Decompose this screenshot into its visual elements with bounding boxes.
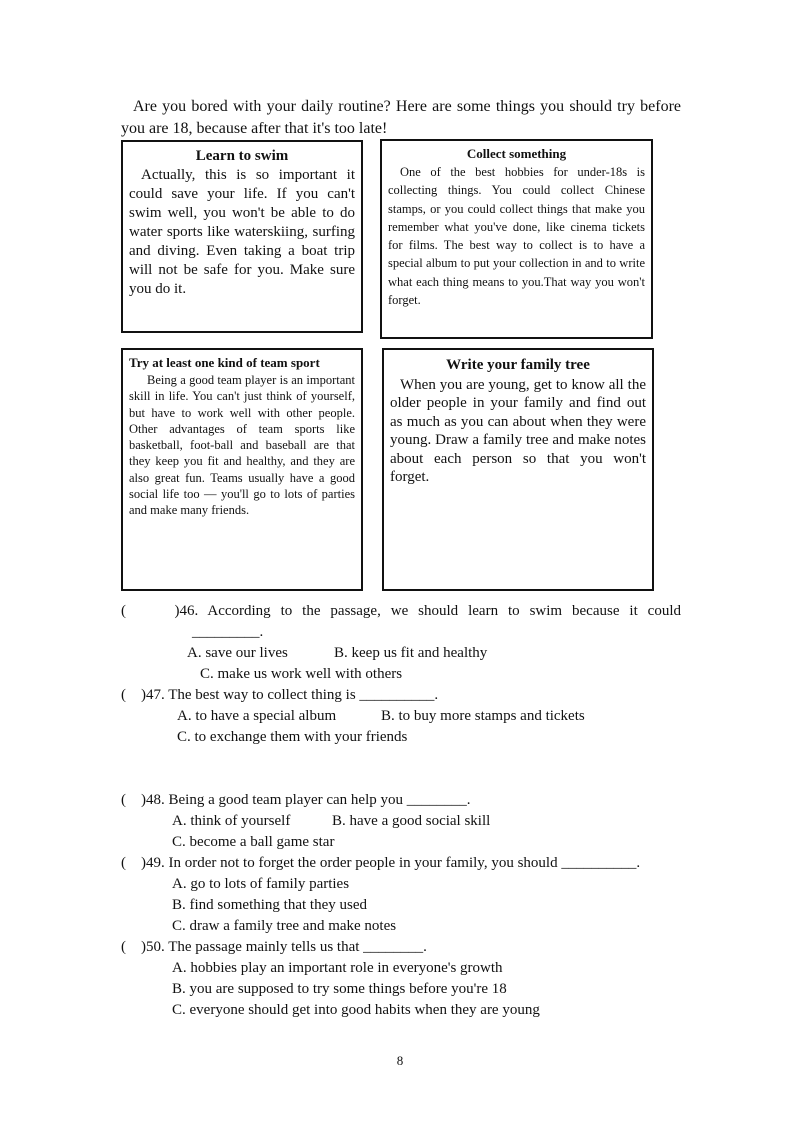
option-c: C. to exchange them with your friends <box>177 729 408 745</box>
question-stem: ( )49. In order not to forget the order people in your family, you should __________. <box>121 855 641 871</box>
option-a: A. go to lots of family parties <box>172 876 350 892</box>
option-b: B. you are supposed to try some things before you're 18 <box>172 981 507 997</box>
option-b: B. have a good social skill <box>332 813 491 829</box>
box-title: Collect something <box>466 146 567 161</box>
question-46 <box>121 601 681 685</box>
box-team-sport <box>121 348 363 591</box>
question-47 <box>121 685 681 748</box>
option-c: C. make us work well with others <box>200 666 403 682</box>
option-b: B. keep us fit and healthy <box>334 645 488 661</box>
question-48 <box>121 790 681 853</box>
question-stem: ( )50. The passage mainly tells us that ________. <box>121 939 427 955</box>
question-stem: ( )47. The best way to collect thing is __________. <box>121 687 439 703</box>
question-50 <box>121 937 681 1021</box>
box-family-tree <box>382 348 654 591</box>
question-49 <box>121 853 681 937</box>
option-c: C. become a ball game star <box>172 834 335 850</box>
option-c: C. draw a family tree and make notes <box>172 918 397 934</box>
box-body: One of the best hobbies for under-18s is collecting things. You could collect Chinese stamps, or you could collect things that make you remember what you've done, like cinema tickets for films. The best way to collect is to have a special album to put your collection in and to write what each thing means to you.That way you won't forget. <box>388 165 645 308</box>
question-stem: ( )48. Being a good team player can help you ________. <box>121 792 471 808</box>
answer-blank: _________. <box>192 624 264 640</box>
intro-paragraph: Are you bored with your daily routine? Here are some things you should try before you are 18, because after that it's too late! <box>121 98 681 137</box>
box-body: When you are young, get to know all the older people in your family and find out as much as you can about when they were young. Draw a family tree and make notes about each person so that you won't forget. <box>390 377 646 486</box>
option-a: A. to have a special album <box>177 708 337 724</box>
page-number: 8 <box>396 1053 404 1068</box>
option-b: B. find something that they used <box>172 897 367 913</box>
box-title: Write your family tree <box>446 357 590 373</box>
option-c: C. everyone should get into good habits when they are young <box>172 1002 540 1018</box>
option-a: A. think of yourself <box>172 813 291 829</box>
option-a: A. save our lives <box>187 645 288 661</box>
box-title: Try at least one kind of team sport <box>129 355 320 370</box>
box-title: Learn to swim <box>195 148 289 164</box>
box-body: Being a good team player is an important skill in life. You can't just think of yourself, but have to work well with other people. Other advantages of team sports like basketball, foot-ball and baseball are that they keep you fit and healthy, and they are also great fun. Teams usually have a good social life too — you'll go to lots of parties and make many friends. <box>129 373 355 518</box>
option-b: B. to buy more stamps and tickets <box>381 708 585 724</box>
option-a: A. hobbies play an important role in everyone's growth <box>172 960 503 976</box>
question-stem: ( )46. According to the passage, we should learn to swim because it could <box>121 603 681 619</box>
box-body: Actually, this is so important it could save your life. If you can't swim well, you won't be able to do water sports like waterskiing, surfing and diving. Even taking a boat trip will not be safe for you. Make sure you do it. <box>129 167 355 297</box>
box-collect-something <box>380 139 653 339</box>
box-learn-to-swim <box>121 140 363 333</box>
